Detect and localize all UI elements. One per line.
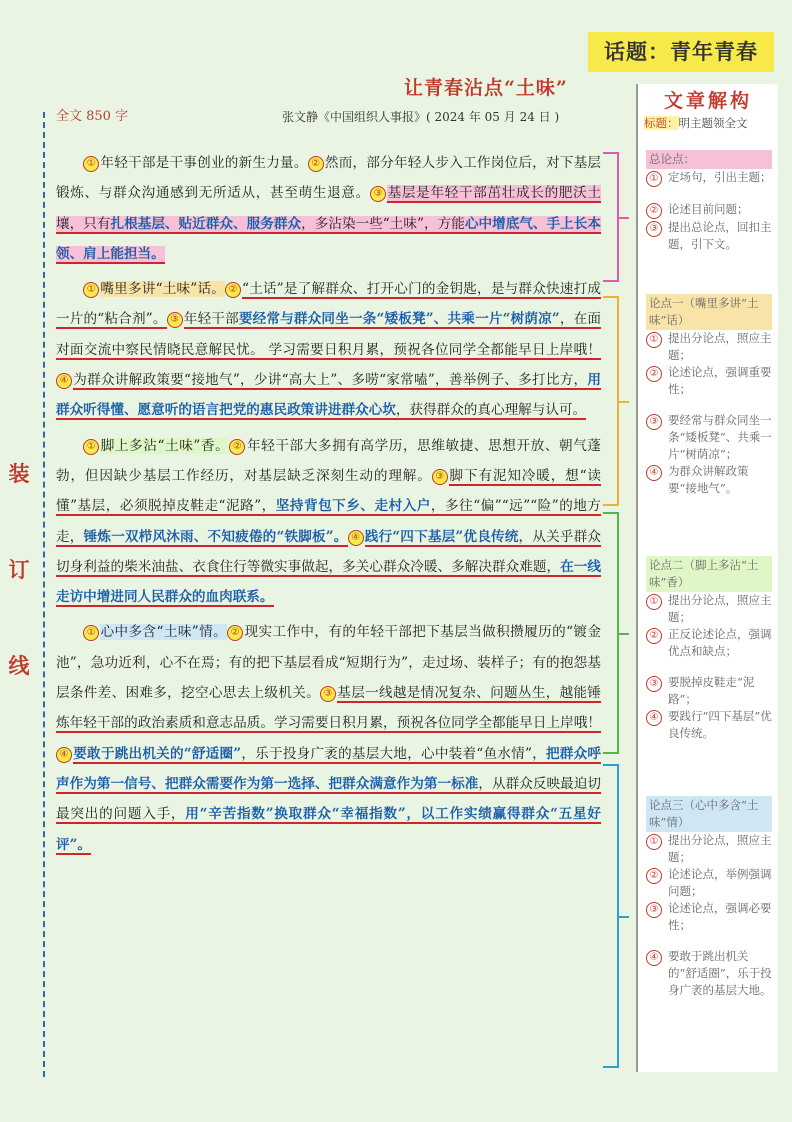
group-item xyxy=(646,219,772,253)
p4-s1: 心中多含“土味”情。 xyxy=(100,624,228,641)
marker: ③ xyxy=(646,902,662,918)
marker: ③ xyxy=(646,221,662,237)
topic-banner: 话题：青年青春 xyxy=(588,32,774,72)
p4-s3: 基层一线越是情况复杂、问题丛生，越能锤炼年轻干部的政治素质和意志品质。学习需要日积月累，预祝各位同学全都能早日上岸哦！ xyxy=(56,685,601,732)
p1-s3a: 基层是年轻干部茁壮成长的肥沃土壤，只有 xyxy=(56,185,602,232)
sidebar-group-point-3 xyxy=(646,796,772,999)
p1-s2: 然而，部分年轻人步入工作岗位后，对下基层锻炼、与群众沟通感到无所适从，甚至萌生退意。 xyxy=(56,155,602,202)
item-text: 提出分论点，照应主题； xyxy=(668,833,772,864)
marker: ② xyxy=(227,625,243,641)
paragraph-1 xyxy=(56,148,601,269)
p2-s4b: 用群众听得懂、愿意听的语言把党的惠民政策讲进群众心坎 xyxy=(56,372,601,419)
p2-s4c: ，获得群众的真心理解与认可。 xyxy=(395,402,587,419)
p1-s1: 年轻干部是干事创业的新生力量。 xyxy=(100,155,308,171)
group-head: 论点二（脚上多沾“土味”香） xyxy=(646,556,772,592)
article-title: 让青春沾点“土味” xyxy=(404,77,568,99)
paragraph-2 xyxy=(56,274,601,425)
p2-s4a: 为群众讲解政策要“接地气”，少讲“高大上”、多唠“家常嗑”，善举例子、多打比方， xyxy=(73,372,588,389)
group-item xyxy=(646,832,772,866)
item-text: 提出分论点，照应主题； xyxy=(668,593,772,624)
p3-s3a: 脚下有泥知冷暖，想“读懂”基层，必须脱掉皮鞋走“泥路”， xyxy=(56,467,602,515)
p2-s3b: 要经常与群众同坐一条“矮板凳”、共乘一片“树荫凉” xyxy=(238,311,560,328)
p1-s3c: ，多沾染一些“土味”，方能 xyxy=(301,215,465,232)
marker: ② xyxy=(646,868,662,884)
marker: ② xyxy=(229,439,245,455)
bracket-point-3 xyxy=(603,764,619,1068)
word-count: 全文 850 字 xyxy=(56,109,129,124)
marker: ② xyxy=(308,156,324,172)
group-item xyxy=(646,592,772,626)
marker: ④ xyxy=(646,465,662,481)
bracket-intro xyxy=(603,152,619,282)
marker: ④ xyxy=(646,710,662,726)
bracket-point-2 xyxy=(603,512,619,754)
paragraph-4 xyxy=(56,617,601,859)
sidebar-group-point-1 xyxy=(646,294,772,497)
marker: ① xyxy=(646,332,662,348)
p4-s2: 现实工作中，有的年轻干部把下基层当做积攒履历的“镀金池”，急功近利，心不在焉；有的把下基层看成“短期行为”，走过场、装样子；有的抱怨基层条件差、困难多，挖空心思去上级机关。 xyxy=(56,624,601,702)
group-item xyxy=(646,866,772,900)
group-item xyxy=(646,900,772,934)
marker: ① xyxy=(83,625,99,641)
group-item xyxy=(646,412,772,463)
sidebar-title-note xyxy=(638,114,778,132)
item-text: 为群众讲解政策要“接地气”。 xyxy=(668,464,749,495)
p3-s4a: 践行“四下基层”优良传统 xyxy=(364,528,519,545)
sidebar-group-point-2 xyxy=(646,556,772,742)
item-text: 正反论述论点，强调优点和缺点； xyxy=(668,627,772,658)
marker: ① xyxy=(646,594,662,610)
p2-s3c: ，在面对面交流中察民情晓民意解民忧。 学习需要日积月累，预祝各位同学全都能早日上岸哦！ xyxy=(56,311,601,358)
group-item xyxy=(646,201,772,219)
binding-char-3: 线 xyxy=(8,653,30,678)
title-desc: 明主题领全文 xyxy=(678,116,748,130)
marker: ① xyxy=(83,439,99,455)
marker: ④ xyxy=(646,950,662,966)
marker: ③ xyxy=(646,676,662,692)
marker: ③ xyxy=(167,312,183,328)
marker: ① xyxy=(646,834,662,850)
p4-s4d: ，从群众反映最迫切最突出的问题入手， xyxy=(56,775,602,823)
binding-dash-line xyxy=(43,112,45,1077)
marker: ③ xyxy=(370,186,386,202)
item-text: 提出分论点，照应主题； xyxy=(668,331,772,362)
p1-s3d: 心中增底气、手上长本领、肩上能担当。 xyxy=(56,215,601,262)
group-head: 论点三（心中多含“土味”情） xyxy=(646,796,772,832)
item-text: 要脱掉皮鞋走“泥路”； xyxy=(668,675,755,706)
binding-char-2: 订 xyxy=(8,557,30,582)
group-item xyxy=(646,463,772,497)
bracket-point-1 xyxy=(603,296,619,506)
group-item xyxy=(646,169,772,187)
byline: 张文静《中国组织人事报》( 2024 年 05 月 24 日 ) xyxy=(282,110,560,124)
marker: ② xyxy=(646,366,662,382)
p3-s2: 年轻干部大多拥有高学历，思维敏捷、思想开放、朝气蓬勃，但因缺少基层工作经历，对基层缺乏深刻生动的理解。 xyxy=(56,437,602,484)
group-item xyxy=(646,364,772,398)
group-item xyxy=(646,708,772,742)
paragraph-3 xyxy=(56,431,601,613)
group-item xyxy=(646,330,772,364)
p3-s1: 脚上多沾“土味”香。 xyxy=(100,437,230,454)
item-text: 论述目前问题； xyxy=(668,202,749,216)
marker: ④ xyxy=(56,373,72,389)
p3-s3b: 坚持背包下乡、走村入户 xyxy=(275,498,431,515)
marker: ② xyxy=(225,282,241,298)
p3-s3c: ，多往“偏”“远”“险”的地方走， xyxy=(56,498,602,545)
marker: ④ xyxy=(56,747,72,763)
marker: ③ xyxy=(320,686,336,702)
item-text: 提出总论点，回扣主题，引下文。 xyxy=(668,220,772,251)
group-head: 总论点： xyxy=(646,150,772,169)
p3-s3d: 锤炼一双栉风沐雨、不知疲倦的“铁脚板”。 xyxy=(83,528,348,545)
item-text: 论述论点，强调重要性； xyxy=(668,365,772,396)
marker: ② xyxy=(646,203,662,219)
marker: ③ xyxy=(646,414,662,430)
p1-s3b: 扎根基层、贴近群众、服务群众 xyxy=(110,215,302,232)
marker: ① xyxy=(646,171,662,187)
sidebar-group-intro xyxy=(646,150,772,253)
p4-s4c: 把群众呼声作为第一信号、把群众需要作为第一选择、把群众满意作为第一标准 xyxy=(56,745,602,792)
structure-sidebar xyxy=(636,84,778,1072)
group-head: 论点一（嘴里多讲“土味”话） xyxy=(646,294,772,330)
group-item xyxy=(646,626,772,660)
item-text: 要敢于跳出机关的“舒适圈”，乐于投身广袤的基层大地。 xyxy=(668,949,772,997)
marker: ③ xyxy=(432,469,448,485)
marker: ① xyxy=(83,282,99,298)
p2-s3a: 年轻干部 xyxy=(183,311,239,328)
binding-char-1: 装 xyxy=(8,461,30,486)
group-item xyxy=(646,948,772,999)
p2-s1: 嘴里多讲“土味”话。 xyxy=(100,281,226,298)
p4-s4b: ，乐于投身广袤的基层大地，心中装着“鱼水情”， xyxy=(241,745,546,762)
item-text: 要践行“四下基层”优良传统。 xyxy=(668,709,772,740)
p3-s4c: 在一线走访中增进同人民群众的血肉联系。 xyxy=(56,558,602,606)
group-item xyxy=(646,674,772,708)
p2-s2: “土话”是了解群众、打开心门的金钥匙，是与群众快速打成一片的“粘合剂”。 xyxy=(56,281,601,328)
article-body xyxy=(56,148,601,865)
p4-s4e: 用“辛苦指数”换取群众“幸福指数”，以工作实绩赢得群众“五星好评”。 xyxy=(56,806,602,853)
title-tag: 标题： xyxy=(644,116,679,130)
marker: ④ xyxy=(348,530,364,546)
item-text: 要经常与群众同坐一条“矮板凳”、共乘一片“树荫凉”； xyxy=(668,413,772,461)
item-text: 定场句，引出主题； xyxy=(668,170,772,184)
item-text: 论述论点，举例强调问题； xyxy=(668,867,772,898)
p3-s4b: ，从关乎群众切身利益的柴米油盐、衣食住行等微实事做起，多关心群众冷暖、多解决群众难题， xyxy=(56,528,602,575)
item-text: 论述论点，强调必要性； xyxy=(668,901,772,932)
p4-s4a: 要敢于跳出机关的“舒适圈” xyxy=(73,745,242,762)
marker: ① xyxy=(83,156,99,172)
marker: ② xyxy=(646,628,662,644)
sidebar-title: 文章解构 xyxy=(663,90,752,112)
